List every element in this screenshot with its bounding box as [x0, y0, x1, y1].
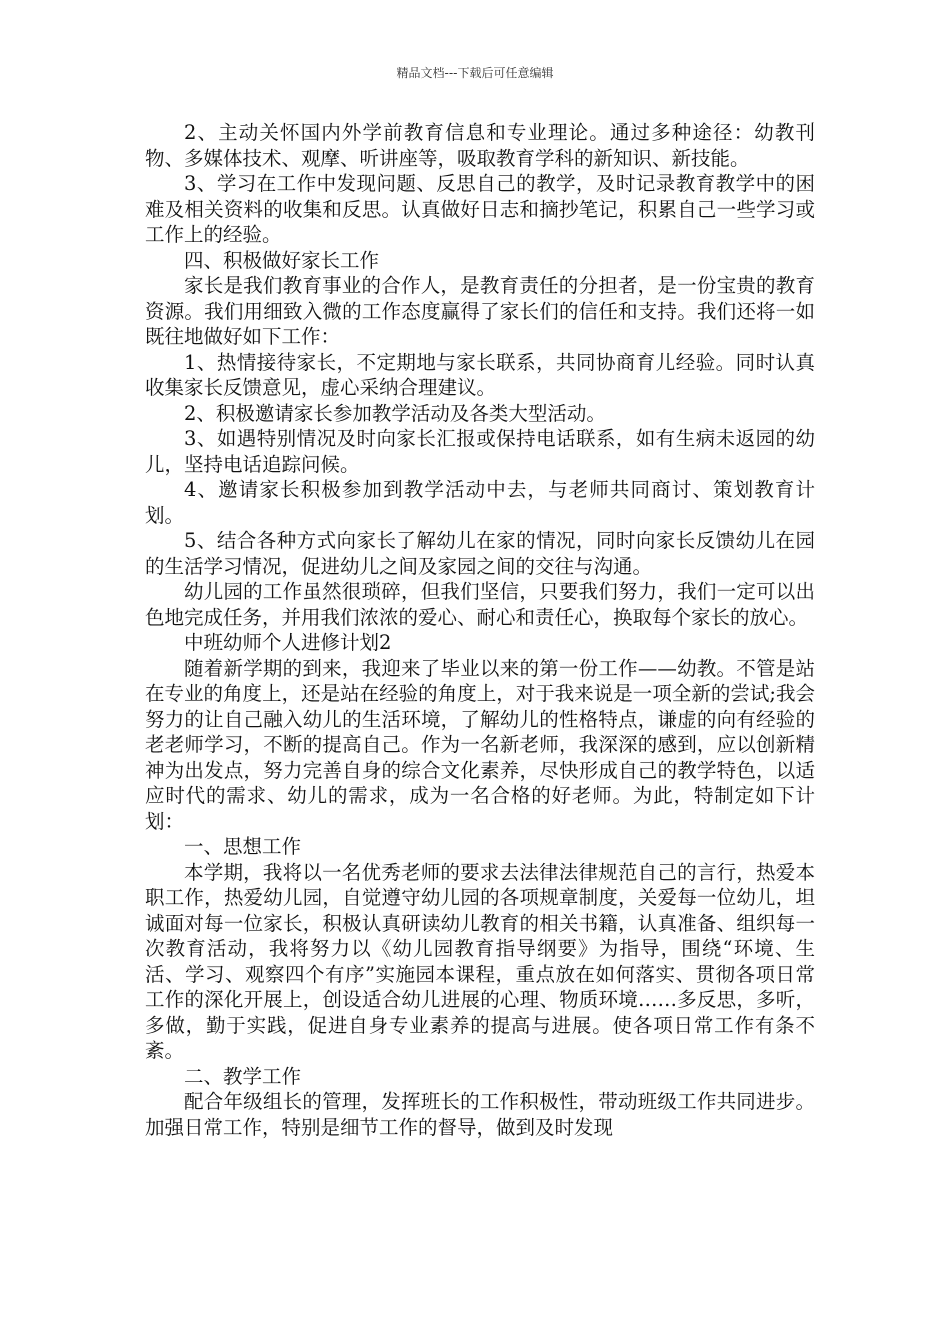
- paragraph-teaching-work: 配合年级组长的管理，发挥班长的工作积极性，带动班级工作共同进步。加强日常工作，特别是细节工作的督导，做到及时发现: [145, 1090, 815, 1139]
- paragraph-plan-intro: 随着新学期的到来，我迎来了毕业以来的第一份工作——幼教。不管是站在专业的角度上，还是站在经验的角度上，对于我来说是一项全新的尝试;我会努力的让自己融入幼儿的生活环境，了解幼儿的性格特点，谦虚的向有经验的老老师学习，不断的提高自己。作为一名新老师，我深深的感到，应以创新精神为出发点，努力完善自身的综合文化素养，尽快形成自己的教学特色，以适应时代的需求、幼儿的需求，成为一名合格的好老师。为此，特制定如下计划：: [145, 656, 815, 833]
- section-heading-teaching-work: 二、教学工作: [184, 1064, 302, 1088]
- paragraph-parent-item-1: 1、热情接待家长，不定期地与家长联系，共同协商育儿经验。同时认真收集家长反馈意见，虚心采纳合理建议。: [145, 350, 815, 399]
- document-title-plan-2: 中班幼师个人进修计划2: [184, 631, 392, 654]
- paragraph-item-3: 3、学习在工作中发现问题、反思自己的教学，及时记录教育教学中的困难及相关资料的收集和反思。认真做好日志和摘抄笔记，积累自己一些学习或工作上的经验。: [145, 172, 815, 246]
- paragraph-item-2: 2、主动关怀国内外学前教育信息和专业理论。通过多种途径：幼教刊物、多媒体技术、观摩、听讲座等，吸取教育学科的新知识、新技能。: [145, 121, 815, 170]
- paragraph-parent-item-4: 4、邀请家长积极参加到教学活动中去，与老师共同商讨、策划教育计划。: [145, 478, 815, 527]
- paragraph-parent-intro: 家长是我们教育事业的合作人，是教育责任的分担者，是一份宝贵的教育资源。我们用细致入微的工作态度赢得了家长们的信任和支持。我们还将一如既往地做好如下工作：: [145, 274, 815, 348]
- page-header: 精品文档---下载后可任意编辑: [396, 66, 554, 80]
- section-heading-thought-work: 一、思想工作: [184, 835, 302, 858]
- document-body: [145, 120, 815, 1140]
- paragraph-thought-work: 本学期，我将以一名优秀老师的要求去法律法律规范自己的言行，热爱本职工作，热爱幼儿园，自觉遵守幼儿园的各项规章制度，关爱每一位幼儿，坦诚面对每一位家长，积极认真研读幼儿教育的相关书籍，认真准备、组织每一次教育活动，我将努力以《幼儿园教育指导纲要》为指导，围绕“环境、生活、学习、观察四个有序”实施园本课程，重点放在如何落实、贯彻各项日常工作的深化开展上，创设适合幼儿进展的心理、物质环境……多反思，多听，多做，勤于实践，促进自身专业素养的提高与进展。使各项日常工作有条不紊。: [145, 860, 815, 1062]
- paragraph-parent-item-2: 2、积极邀请家长参加教学活动及各类大型活动。: [184, 401, 606, 425]
- paragraph-parent-item-5: 5、结合各种方式向家长了解幼儿在家的情况，同时向家长反馈幼儿在园的生活学习情况，促进幼儿之间及家园之间的交往与沟通。: [145, 529, 815, 578]
- paragraph-parent-item-3: 3、如遇特别情况及时向家长汇报或保持电话联系，如有生病未返园的幼儿，坚持电话追踪问候。: [145, 427, 815, 476]
- section-heading-parent-work: 四、积极做好家长工作: [184, 248, 380, 272]
- paragraph-conclusion: 幼儿园的工作虽然很琐碎，但我们坚信，只要我们努力，我们一定可以出色地完成任务，并用我们浓浓的爱心、耐心和责任心，换取每个家长的放心。: [145, 580, 815, 629]
